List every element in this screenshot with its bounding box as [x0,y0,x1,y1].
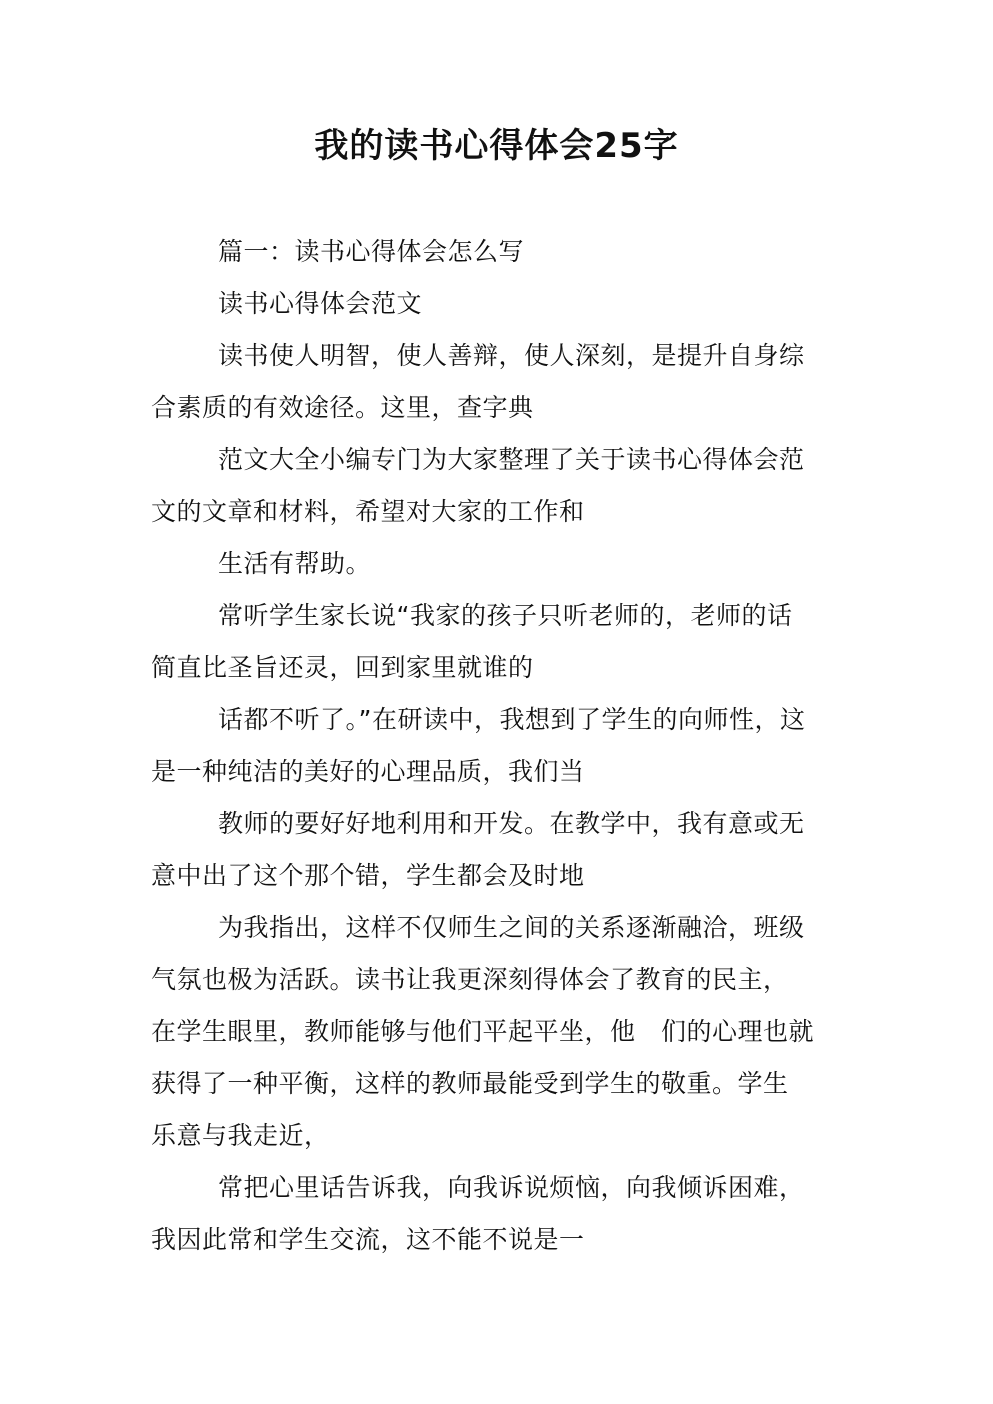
paragraph-line: 读书使人明智，使人善辩，使人深刻，是提升自身综 [218,341,805,370]
document-title: 我的读书心得体会25字 [314,126,679,166]
paragraph-line: 是一种纯洁的美好的心理品质，我们当 [151,757,585,786]
paragraph-line: 意中出了这个那个错，学生都会及时地 [151,861,585,890]
paragraph-line: 在学生眼里，教师能够与他们平起平坐，他 们的心理也就 [151,1017,815,1046]
subheading: 读书心得体会范文 [218,289,423,318]
paragraph-line: 简直比圣旨还灵，回到家里就谁的 [151,653,534,682]
document-body [151,226,851,1266]
paragraph-line: 合素质的有效途径。这里，查字典 [151,393,534,422]
paragraph-line: 教师的要好好地利用和开发。在教学中，我有意或无 [218,809,805,838]
paragraph-line: 常把心里话告诉我，向我诉说烦恼，向我倾诉困难， [218,1173,805,1202]
paragraph-line: 乐意与我走近， [151,1121,330,1150]
section-heading: 篇一：读书心得体会怎么写 [218,237,525,266]
paragraph-line: 话都不听了。”在研读中，我想到了学生的向师性，这 [218,705,806,734]
paragraph-line: 常听学生家长说“我家的孩子只听老师的，老师的话 [218,601,793,630]
paragraph-line: 气氛也极为活跃。读书让我更深刻得体会了教育的民主， [151,965,789,994]
paragraph-line: 我因此常和学生交流，这不能不说是一 [151,1225,585,1254]
paragraph-line: 文的文章和材料，希望对大家的工作和 [151,497,585,526]
paragraph-line: 范文大全小编专门为大家整理了关于读书心得体会范 [218,445,805,474]
paragraph-line: 为我指出，这样不仅师生之间的关系逐渐融洽，班级 [218,913,805,942]
paragraph-line: 生活有帮助。 [218,549,372,578]
paragraph-line: 获得了一种平衡，这样的教师最能受到学生的敬重。学生 [151,1069,789,1098]
